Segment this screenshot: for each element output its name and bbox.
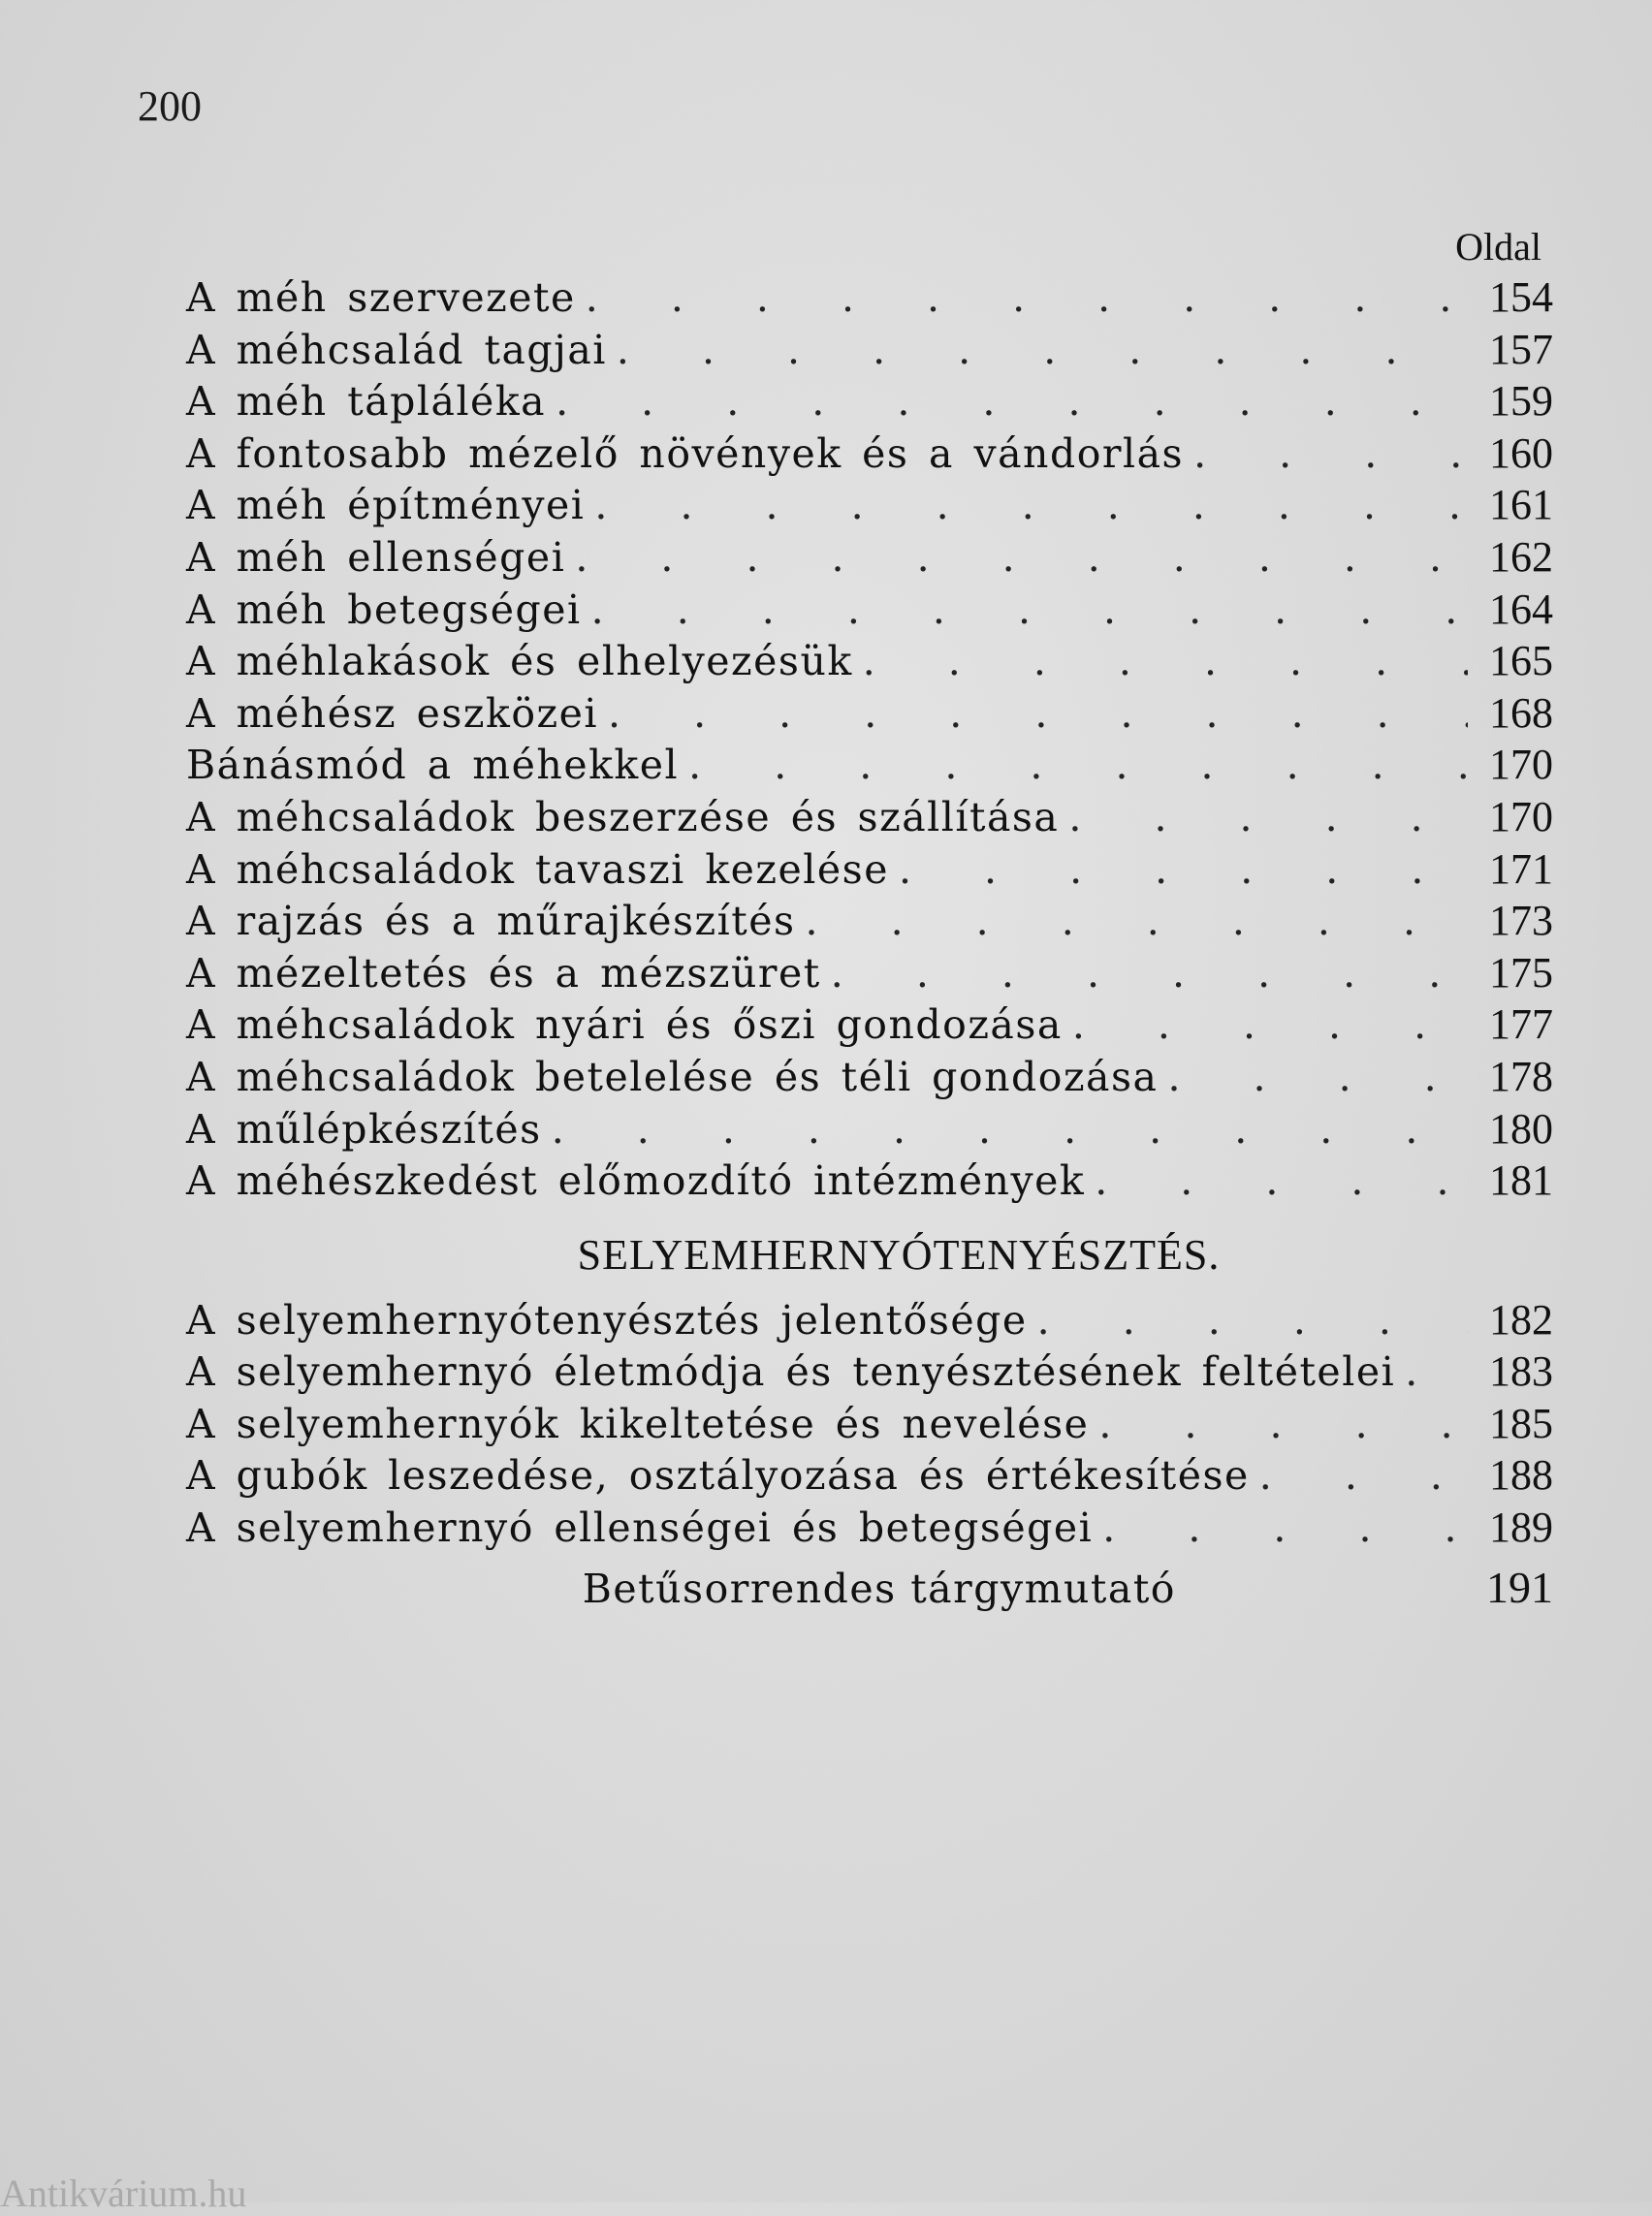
- toc-entry: [186, 324, 1553, 376]
- toc-entry: [186, 584, 1553, 636]
- dot-leader: [1037, 1295, 1468, 1347]
- dot-leader: [1102, 1503, 1468, 1555]
- entry-title: A selyemhernyótenyésztés jelentősége: [186, 1296, 1028, 1344]
- toc-entry: [186, 271, 1553, 324]
- entry-title: A fontosabb mézelő növények és a vándorlás: [186, 429, 1185, 477]
- entry-page: 162: [1489, 532, 1553, 581]
- entry-title: A méhlakások és elhelyezésük: [186, 638, 853, 685]
- entry-title: Bánásmód a méhekkel: [186, 742, 680, 789]
- toc-entry: [186, 947, 1553, 999]
- entry-title: A selyemhernyók kikeltetése és nevelése: [186, 1400, 1090, 1447]
- entry-title: A műlépkészítés: [186, 1105, 542, 1153]
- dot-leader: [863, 636, 1468, 688]
- dot-leader: [575, 532, 1468, 585]
- toc-entry: [186, 635, 1553, 687]
- toc-entry: [186, 1398, 1553, 1450]
- index-row: [186, 1554, 1553, 1622]
- table-of-contents: [186, 223, 1553, 1622]
- toc-entry: [186, 1345, 1553, 1398]
- entry-title: A méh építményei: [186, 482, 586, 529]
- toc-entry: [186, 427, 1553, 480]
- entry-page: 159: [1489, 377, 1553, 426]
- index-page: 191: [1486, 1562, 1553, 1612]
- entry-page: 185: [1489, 1399, 1553, 1447]
- toc-entry: [186, 479, 1553, 531]
- dot-leader: [1072, 999, 1468, 1052]
- dot-leader: [608, 688, 1468, 741]
- dot-leader: [1098, 1399, 1468, 1451]
- column-header: Oldal: [1455, 225, 1541, 269]
- entry-page: 165: [1489, 637, 1553, 685]
- entry-title: A méhcsaládok beszerzése és szállítása: [186, 793, 1060, 840]
- dot-leader: [899, 844, 1468, 897]
- toc-entry: [186, 1103, 1553, 1155]
- entry-page: 175: [1489, 948, 1553, 997]
- page-number: 200: [138, 82, 202, 130]
- entry-title: A méhcsaládok tavaszi kezelése: [186, 845, 889, 893]
- entry-title: A rajzás és a műrajkészítés: [186, 898, 796, 945]
- entry-page: 181: [1489, 1156, 1553, 1205]
- entry-title: A selyemhernyó ellenségei és betegségei: [186, 1504, 1094, 1552]
- dot-leader: [556, 376, 1468, 428]
- toc-entry: [186, 1155, 1553, 1207]
- dot-leader: [831, 948, 1468, 1000]
- toc-entry: [186, 843, 1553, 896]
- toc-entry: [186, 687, 1553, 740]
- dot-leader: [617, 325, 1468, 377]
- dot-leader: [1259, 1450, 1468, 1503]
- entry-page: 170: [1489, 792, 1553, 840]
- toc-entry: [186, 1502, 1553, 1554]
- dot-leader: [688, 740, 1468, 792]
- dot-leader: [1068, 792, 1468, 844]
- toc-entry: [186, 1051, 1553, 1103]
- index-title: Betűsorrendes tárgymutató: [582, 1565, 1176, 1612]
- dot-leader: [1095, 1155, 1468, 1208]
- entry-title: A gubók leszedése, osztályozása és értékesítése: [186, 1452, 1250, 1500]
- entry-page: 170: [1489, 741, 1553, 789]
- entry-title: A méhész eszközei: [186, 689, 599, 737]
- entry-page: 171: [1489, 844, 1553, 893]
- entry-title: A méhcsaládok betelelése és téli gondozása: [186, 1053, 1159, 1100]
- toc-entry: [186, 1449, 1553, 1502]
- dot-leader: [806, 896, 1468, 948]
- entry-page: 178: [1489, 1052, 1553, 1100]
- entry-title: A méhcsaládok nyári és őszi gondozása: [186, 1001, 1063, 1049]
- entry-title: A méh betegségei: [186, 586, 582, 633]
- toc-entry: [186, 998, 1553, 1051]
- entry-title: A méhészkedést előmozdító intézmények: [186, 1157, 1086, 1205]
- entries-list: [186, 271, 1553, 1207]
- watermark: Antikvárium.hu: [0, 2171, 247, 2215]
- toc-entry: [186, 375, 1553, 427]
- entry-page: 157: [1489, 325, 1553, 373]
- dot-leader: [594, 480, 1468, 532]
- entry-title: A méhcsalád tagjai: [186, 326, 607, 373]
- section-entries-list: [186, 1294, 1553, 1554]
- entry-page: 180: [1489, 1104, 1553, 1153]
- toc-entry: [186, 895, 1553, 947]
- dot-leader: [552, 1104, 1468, 1156]
- entry-page: 161: [1489, 481, 1553, 529]
- entry-title: A méh tápláléka: [186, 378, 547, 426]
- entry-page: 154: [1489, 273, 1553, 321]
- entry-title: A selyemhernyó életmódja és tenyésztésének feltételei: [186, 1348, 1396, 1396]
- entry-page: 168: [1489, 688, 1553, 737]
- entry-page: 189: [1489, 1504, 1553, 1552]
- entry-title: A mézeltetés és a mézszüret: [186, 949, 821, 997]
- dot-leader: [1167, 1052, 1468, 1104]
- toc-entry: [186, 531, 1553, 584]
- dot-leader: [1405, 1346, 1468, 1399]
- section-heading: SELYEMHERNYÓTENYÉSZTÉS.: [577, 1230, 1221, 1279]
- entry-title: A méh szervezete: [186, 274, 576, 321]
- entry-page: 177: [1489, 1000, 1553, 1049]
- entry-page: 173: [1489, 897, 1553, 945]
- entry-title: A méh ellenségei: [186, 533, 566, 581]
- entry-page: 188: [1489, 1451, 1553, 1500]
- dot-leader: [591, 585, 1468, 637]
- toc-entry: [186, 1294, 1553, 1346]
- toc-entry: [186, 739, 1553, 791]
- toc-entry: [186, 791, 1553, 843]
- dot-leader: [586, 272, 1468, 325]
- entry-page: 164: [1489, 585, 1553, 633]
- entry-page: 183: [1489, 1347, 1553, 1396]
- entry-page: 182: [1489, 1295, 1553, 1344]
- dot-leader: [1193, 428, 1468, 481]
- entry-page: 160: [1489, 428, 1553, 477]
